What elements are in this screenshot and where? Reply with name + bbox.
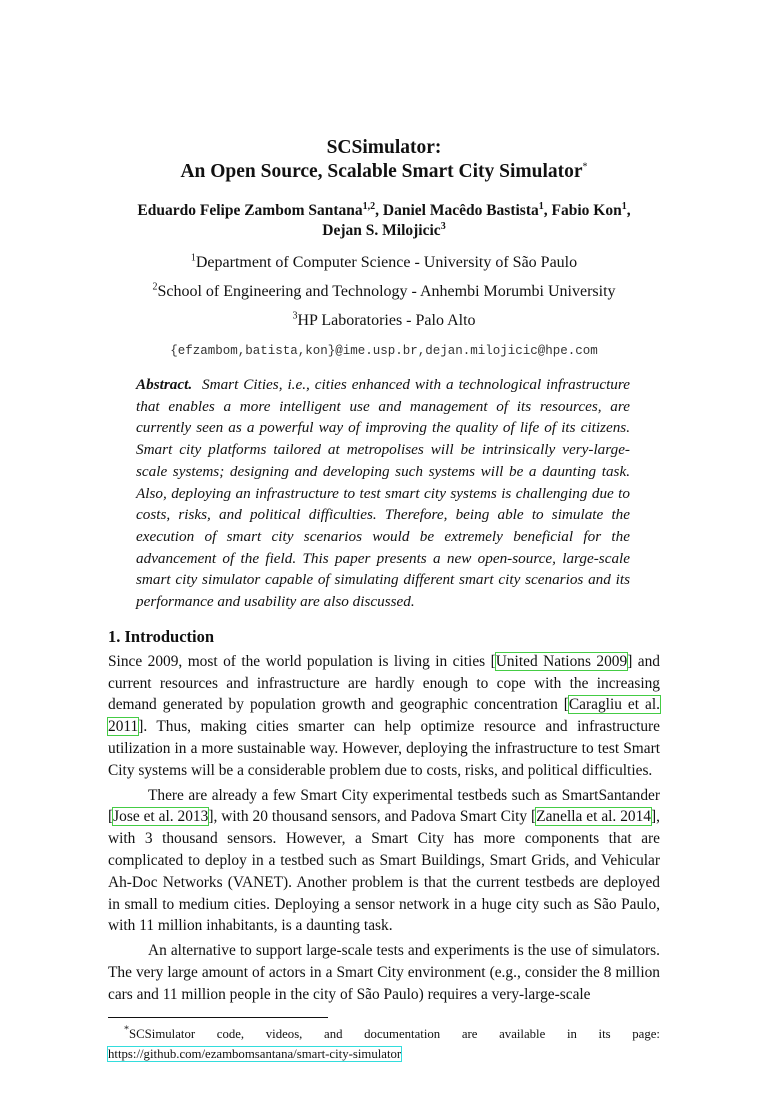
citation[interactable]: Jose et al. 2013 xyxy=(113,808,209,826)
text: , with 3 thousand sensors. However, a Smart City has more components that are complicated to deploy in a testbed such as Smart Buildings, Smart Grids, and Vehicular Ah-Doc Networks (VANET). Another problem is that the current testbeds are deployed in small to medium cities. Deploying a sensor network in a huge city such as São Paulo, with 11 million inhabitants, is a daunting task. xyxy=(108,808,660,935)
author-name: Eduardo Felipe Zambom Santana xyxy=(137,202,363,219)
author-sup: 1,2 xyxy=(362,200,376,212)
text: Since 2009, most of the world population is living in cities xyxy=(108,652,491,670)
paragraph xyxy=(108,651,660,782)
title-footnote-mark: * xyxy=(582,161,588,173)
citation[interactable]: Caragliu et al. 2011 xyxy=(108,696,660,736)
text: . Thus, making cities smarter can help optimize resource and infrastructure utilization in a more sustainable way. However, deploying the infrastructure to test Smart City systems will be a considerable problem due to costs, risks, and political difficulties. xyxy=(108,718,660,779)
section-heading: 1. Introduction xyxy=(108,626,215,646)
author-name: Fabio Kon xyxy=(551,202,622,219)
author-name: Daniel Macêdo Bastista xyxy=(382,202,539,219)
footnote-rule xyxy=(108,1017,328,1018)
paper-title xyxy=(0,136,768,184)
author-sup: 3 xyxy=(440,220,446,232)
text: There are already a few Smart City experimental testbeds such as SmartSantander xyxy=(148,786,660,804)
title-text: An Open Source, Scalable Smart City Simulator xyxy=(180,161,583,182)
abstract xyxy=(136,374,630,613)
title-line-1: SCSimulator: xyxy=(326,137,442,158)
title-line-2 xyxy=(0,160,768,184)
citation-link[interactable]: [Zanella et al. 2014] xyxy=(531,808,657,826)
affiliation-text: HP Laboratories - Palo Alto xyxy=(297,312,476,329)
text: , with 20 thousand sensors, and Padova Smart City xyxy=(213,808,532,826)
footnote-mark: * xyxy=(124,1025,129,1037)
citation[interactable]: United Nations 2009 xyxy=(495,652,628,670)
paragraph: An alternative to support large-scale tests and experiments is the use of simulators. The very large amount of actors in a Smart City environment (e.g., consider the 8 million cars and 11 million people in the city of São Paulo) requires a very-large-scale xyxy=(108,942,660,1003)
footnote-text: SCSimulator code, videos, and documentation are available in its page: xyxy=(129,1027,660,1042)
author-sup: 1 xyxy=(621,200,627,212)
abstract-text: Smart Cities, i.e., cities enhanced with a technological infrastructure that enables a more intelligent use and management of its resources, are currently seen as a powerful way of improving the quality of life of its citizens. Smart city platforms tailored at metropolises will be intrinsically very-large-scale systems; designing and developing such systems will be a daunting task. Also, deploying an infrastructure to test smart city systems is challenging due to costs, risks, and political difficulties. Therefore, being able to simulate the execution of smart city scenarios would be extremely beneficial for the advancement of the field. This paper presents a new open-source, large-scale smart city simulator capable of simulating different smart city scenarios and its performance and usability are also discussed. xyxy=(136,376,630,611)
introduction-body xyxy=(108,651,660,1006)
paragraph xyxy=(108,785,660,938)
citation-link[interactable]: [Jose et al. 2013] xyxy=(108,808,214,826)
abstract-label: Abstract. xyxy=(136,376,193,393)
affiliation xyxy=(0,311,768,331)
affiliation-text: Department of Computer Science - University of São Paulo xyxy=(195,254,578,271)
footnote xyxy=(108,1024,660,1064)
citation[interactable]: Zanella et al. 2014 xyxy=(536,808,651,826)
author-sup: 1 xyxy=(538,200,544,212)
author-name: Dejan S. Milojicic xyxy=(322,222,441,239)
affiliation-sup: 3 xyxy=(292,310,298,322)
text: and current resources and infrastructure are hardly enough to cope with the increasing demand generated by population growth and geographic concentration xyxy=(108,652,660,714)
citation-link[interactable]: [Caragliu et al. 2011] xyxy=(108,696,660,736)
citation-link[interactable]: [United Nations 2009] xyxy=(490,652,633,670)
author-emails: {efzambom,batista,kon}@ime.usp.br,dejan.milojicic@hpe.com xyxy=(170,344,598,358)
authors: Eduardo Felipe Zambom Santana$^{1,2}$, Daniel Macêdo Bastista$^1$, Fabio Kon$^1$, Dejan S. Milojicic$^3$ xyxy=(137,200,631,239)
affiliation-sup: 1 xyxy=(190,252,196,264)
affiliation-text: School of Engineering and Technology - Anhembi Morumbi University xyxy=(157,283,616,300)
affiliation xyxy=(0,253,768,273)
affiliation-sup: 2 xyxy=(152,281,158,293)
affiliation xyxy=(0,282,768,302)
github-link[interactable]: https://github.com/ezambomsantana/smart-city-simulator xyxy=(108,1047,402,1062)
